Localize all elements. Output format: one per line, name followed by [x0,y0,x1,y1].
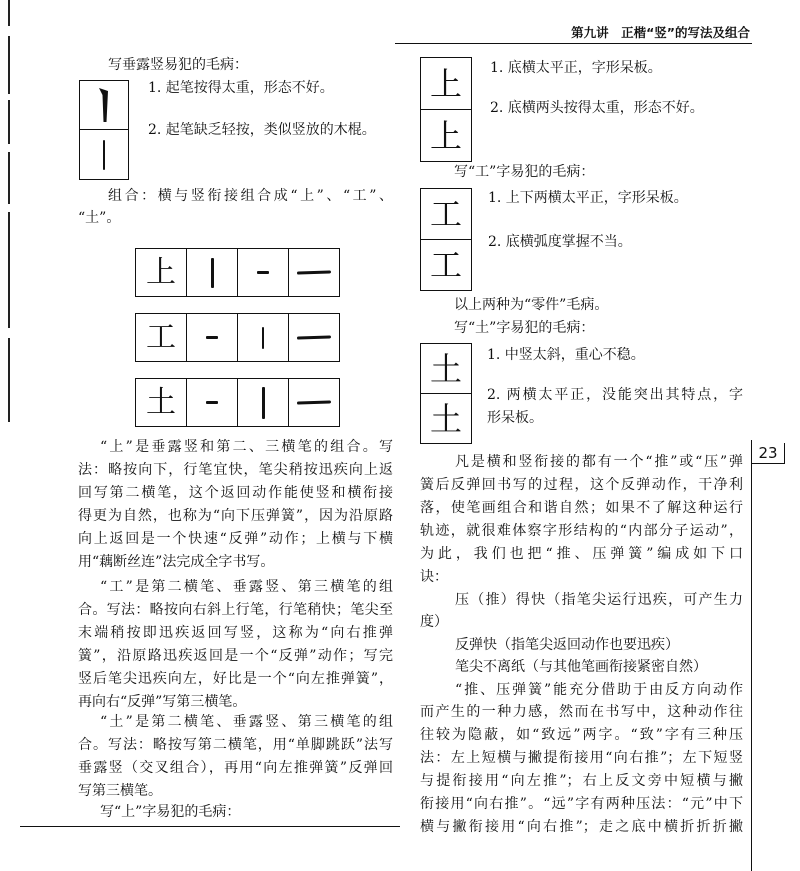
gong-example-box [420,188,472,291]
vertical-stroke-icon [262,387,265,419]
example-cell [421,58,471,110]
grid-cell-character [136,314,187,361]
grid-cell-stroke [238,379,289,426]
long-horizontal-stroke-icon [297,335,331,339]
example-character: 土 [429,399,462,438]
paragraph-line: 往较为隐蔽，如“致远”两字。“致”字有三种压 [420,727,743,743]
long-horizontal-stroke-icon [297,270,331,274]
vertical-stroke-example-box [79,80,129,180]
grid-character: 工 [146,319,176,355]
paragraph-line: 垂露竖（交叉组合），再用“向左推弹簧”反弹回 [78,760,393,776]
stick-like-vertical-stroke-icon [103,140,105,170]
paragraph-line: 合。写法：略按写第二横笔，用“单脚跳跃”法写 [78,737,393,753]
example-cell [421,344,471,394]
example-character: 土 [429,349,462,388]
vertical-stroke-icon [211,258,214,288]
fault-item: 形呆板。 [487,410,543,426]
fault-item: 2. 底横两头按得太重，形态不好。 [490,100,704,116]
scan-edge-mark [8,0,10,26]
grid-character: 土 [146,384,176,420]
example-cell [421,394,471,443]
tu-example-box [420,343,472,444]
paragraph-line: 横与撇衔接用“向右推”；走之底中横折折折撇 [420,819,743,835]
short-horizontal-stroke-icon [206,401,218,404]
paragraph-line: 得更为自然，也称为“向下压弹簧”，因为沿原路 [78,508,393,524]
section-heading: 写“工”字易犯的毛病： [454,164,595,180]
fault-item: 1. 底横太平正，字形呆板。 [490,60,662,76]
scan-edge-mark [8,36,10,94]
grid-cell-stroke [238,314,289,361]
grid-cell-character [136,249,187,296]
mnemonic-line: 反弹快（指笔尖返回动作也要迅疾） [455,637,679,653]
fault-item: 1. 中竖太斜，重心不稳。 [487,347,645,363]
fault-item: 1. 起笔按得太重，形态不好。 [148,80,334,96]
paragraph-line: 轨迹，就很难体察字形结构的“内部分子运动”， [420,523,743,539]
fault-item: 2. 起笔缺乏轻按，类似竖放的木棍。 [148,122,376,138]
grid-cell-stroke [289,314,339,361]
example-cell [421,189,471,240]
example-cell [421,240,471,290]
paragraph-line: 簧后反弹回书写的过程，这个反弹动作，干净利 [420,477,743,493]
heavy-start-vertical-stroke-icon [94,85,114,125]
scan-edge-mark [8,338,10,422]
grid-cell-stroke [187,249,238,296]
scan-edge-mark [8,152,10,204]
parts-note: 以上两种为“零件”毛病。 [454,297,609,313]
paragraph-line: 而产生的一种力感，然而在书写中，这种动作往 [420,704,743,720]
example-cell [80,81,128,130]
grid-cell-stroke [289,379,339,426]
shang-example-box [420,57,472,162]
paragraph-line: 写第三横笔。 [78,783,162,799]
paragraph-line: 与提衔接用“向左推”；右上反文旁中短横与撇 [420,773,743,789]
example-cell [421,110,471,161]
paragraph-line: 为此，我们也把“推、压弹簧”编成如下口 [420,546,743,562]
mnemonic-line: 笔尖不离纸（与其他笔画衔接紧密自然） [455,659,707,675]
paragraph-line: 簧”，沿原路迅疾返回是一个“反弹”动作；写完 [78,648,393,664]
grid-cell-character [136,379,187,426]
header-rule [395,43,752,44]
example-character: 工 [429,246,462,284]
paragraph-line: 竖后笔尖迅疾向左，好比是一个“向左推弹簧”， [78,671,393,687]
fault-item: 2. 底横弧度掌握不当。 [488,234,632,250]
paragraph-line: 落，使笔画组合和谐自然；如果不了解这种运行 [420,500,743,516]
section-heading: 写“上”字易犯的毛病： [100,804,241,820]
paragraph-line: “工”是第二横笔、垂露竖、第三横笔的组 [100,579,393,595]
paragraph-line: “土”是第二横笔、垂露竖、第三横笔的组 [100,714,393,730]
paragraph-line: 组合：横与竖衔接组合成“上”、“工”、 [108,188,393,204]
paragraph-line: 向上返回是一个快速“反弹”动作；上横与下横 [78,531,393,547]
mnemonic-line: 压（推）得快（指笔尖运行迅疾，可产生力 [455,592,743,608]
long-horizontal-stroke-icon [297,400,331,404]
grid-cell-stroke [238,249,289,296]
paragraph-line: 合。写法：略按向右斜上行笔，行笔稍快；笔尖至 [78,602,393,618]
paragraph-line: 用“藕断丝连”法完成全字书写。 [78,554,275,570]
grid-cell-stroke [289,249,339,296]
running-header: 第九讲 正楷“竖”的写法及组合 [571,25,750,40]
scan-edge-mark [8,212,10,328]
short-horizontal-stroke-icon [257,271,269,274]
example-cell [80,130,128,179]
paragraph-line: 回写第二横笔，这个返回动作能使竖和横衔接 [78,485,393,501]
paragraph-line: 再向右“反弹”写第三横笔。 [78,694,247,710]
grid-character: 上 [146,254,176,290]
scan-edge-mark [8,100,10,144]
paragraph-line: “推、压弹簧”能充分借助于由反方向动作 [455,682,743,698]
grid-cell-stroke [187,314,238,361]
grid-row-shang [135,248,340,297]
section-heading: 写“土”字易犯的毛病： [454,320,595,336]
paragraph-line: 法：左上短横与撇提衔接用“向右推”；左下短竖 [420,750,743,766]
example-character: 工 [429,195,462,233]
paragraph-line: “上”是垂露竖和第二、三横笔的组合。写 [100,439,393,455]
footer-rule [20,826,400,827]
vertical-stroke-icon [262,327,264,349]
grid-row-tu [135,378,340,427]
paragraph-line: 凡是横和竖衔接的都有一个“推”或“压”弹 [455,454,743,470]
paragraph-line: “土”。 [78,210,121,226]
paragraph-line: 末端稍按即迅疾返回写竖，这称为“向右推弹 [78,625,393,641]
page-number: 23 [752,443,785,464]
example-character: 上 [429,116,462,155]
paragraph-line: 法：略按向下，行笔宜快，笔尖稍按迅疾向上返 [78,462,393,478]
grid-cell-stroke [187,379,238,426]
margin-rule [751,440,752,871]
mnemonic-line: 度） [420,614,448,630]
paragraph-line: 衔接用“向右推”。“远”字有两种压法：“元”中下 [420,796,743,812]
example-character: 上 [429,64,462,103]
fault-item: 2. 两横太平正，没能突出其特点，字 [487,387,743,403]
fault-item: 1. 上下两横太平正，字形呆板。 [488,190,688,206]
short-horizontal-stroke-icon [206,336,218,339]
grid-row-gong [135,313,340,362]
section-heading: 写垂露竖易犯的毛病： [108,57,248,73]
paragraph-line: 诀： [420,569,448,585]
